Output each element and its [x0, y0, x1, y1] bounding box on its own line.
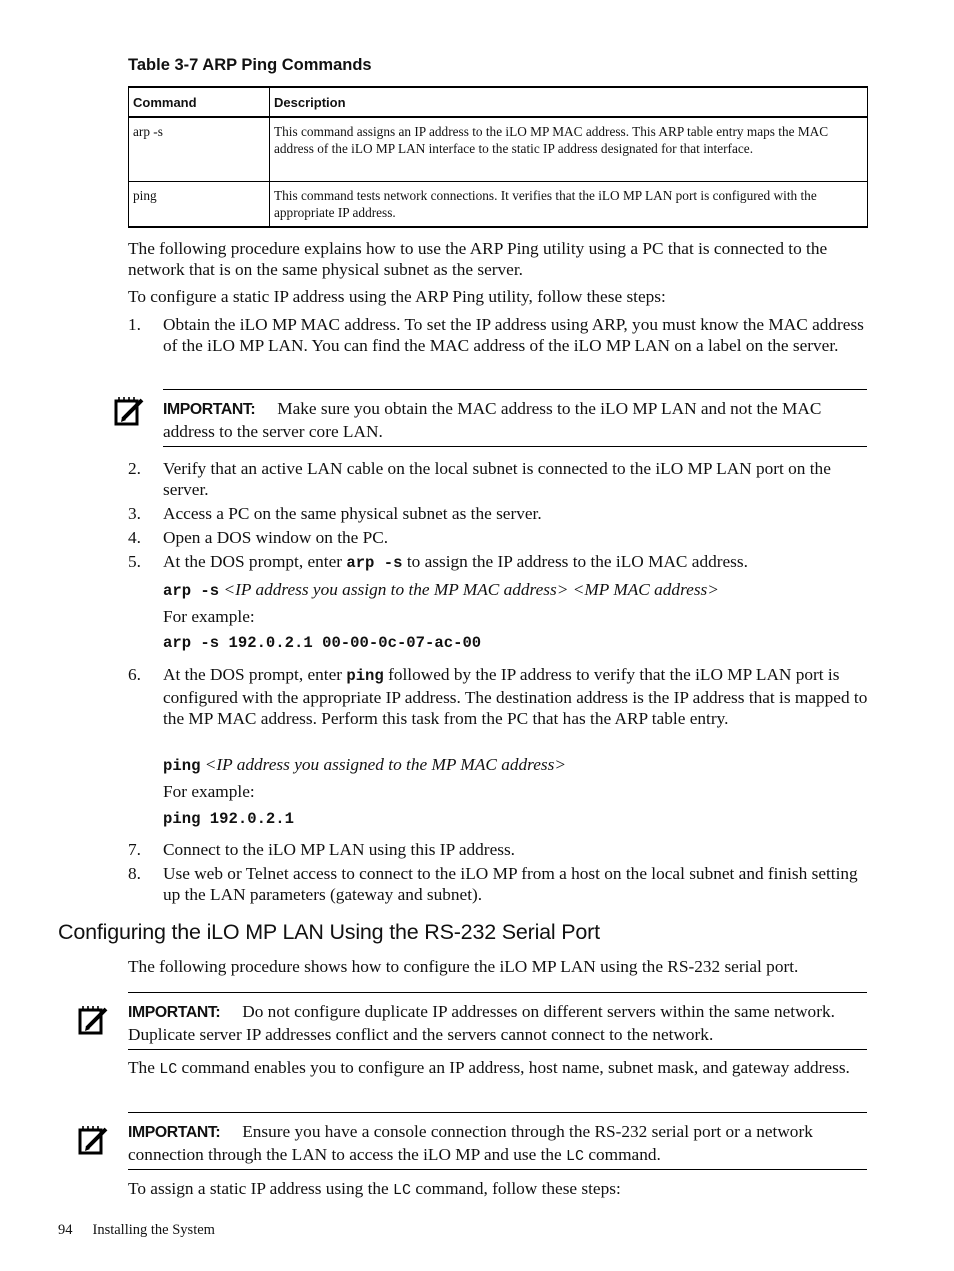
step-text: Access a PC on the same physical subnet as the server.	[163, 504, 542, 523]
assign-paragraph	[128, 1178, 870, 1201]
step-number: 1.	[128, 315, 141, 334]
table-row	[129, 181, 868, 227]
note-text: Do not configure duplicate IP addresses on different servers within the same network. Duplicate server IP addresses conflict and the servers cannot connect to the network.	[128, 1002, 835, 1044]
important-label: IMPORTANT:	[128, 1124, 221, 1141]
syntax-command: arp -s	[163, 582, 220, 600]
description-cell: This command tests network connections. It verifies that the iLO MP LAN port is configured with the appropriate IP address.	[270, 181, 868, 227]
intro-paragraph: The following procedure explains how to use the ARP Ping utility using a PC that is connected to the network that is on the same physical subnet as the server.	[128, 239, 828, 279]
important-note	[128, 1001, 870, 1046]
note-text: Ensure you have a console connection through the RS-232 serial port or a network connection through the LAN to access the iLO MP and use the	[128, 1122, 813, 1164]
note-text: command.	[584, 1145, 661, 1164]
text-part: command enables you to configure an IP address, host name, subnet mask, and gateway address.	[177, 1058, 850, 1077]
text-part: To assign a static IP address using the	[128, 1179, 394, 1198]
text-part: command, follow these steps:	[411, 1179, 621, 1198]
arp-commands-table	[128, 86, 868, 228]
important-note-icon	[114, 395, 146, 427]
step-text-part: followed by the IP address to verify that the iLO MP LAN port is configured with the appropriate IP address. The destination address is the IP address that is mapped to the MP MAC address. Perform this task from the PC that has the ARP table entry.	[163, 665, 868, 728]
inline-code: LC	[393, 1182, 412, 1199]
step-text: Open a DOS window on the PC.	[163, 528, 389, 547]
note-top-rule	[163, 389, 867, 390]
step-text: Connect to the iLO MP LAN using this IP address.	[163, 840, 516, 859]
syntax-arguments: <IP address you assigned to the MP MAC address>	[204, 755, 567, 774]
important-note-icon	[78, 1124, 110, 1156]
note-bottom-rule	[163, 446, 867, 447]
description-cell: This command assigns an IP address to the iLO MP MAC address. This ARP table entry maps the MAC address of the iLO MP LAN interface to the static IP address designated for that interface.	[270, 117, 868, 181]
command-cell: arp -s	[129, 117, 270, 181]
lc-paragraph	[128, 1057, 870, 1080]
note-bottom-rule	[128, 1049, 867, 1050]
step-text-part: At the DOS prompt, enter	[163, 552, 347, 571]
note-top-rule	[128, 1112, 867, 1113]
important-label: IMPORTANT:	[163, 401, 256, 418]
intro-paragraph-2: To configure a static IP address using the ARP Ping utility, follow these steps:	[128, 287, 666, 306]
table-title: Table 3-7 ARP Ping Commands	[128, 56, 372, 74]
table-header-row	[129, 87, 868, 117]
step-text	[163, 664, 869, 729]
step-number: 3.	[128, 504, 141, 523]
step-text	[163, 551, 869, 574]
inline-code: LC	[566, 1148, 585, 1165]
step-number: 7.	[128, 840, 141, 859]
important-note	[163, 398, 869, 443]
page-number: 94	[58, 1222, 73, 1238]
inline-command: arp -s	[346, 554, 403, 572]
step-text: Verify that an active LAN cable on the local subnet is connected to the iLO MP LAN port on the server.	[163, 459, 831, 499]
code-example: ping 192.0.2.1	[163, 810, 295, 828]
command-syntax	[163, 579, 719, 602]
syntax-arguments: <IP address you assign to the MP MAC address> <MP MAC address>	[223, 580, 719, 599]
command-cell: ping	[129, 181, 270, 227]
note-text: Make sure you obtain the MAC address to the iLO MP LAN and not the MAC address to the server core LAN.	[163, 399, 822, 441]
inline-command: ping	[346, 667, 384, 685]
column-header-description: Description	[270, 87, 868, 117]
step-number: 2.	[128, 459, 141, 478]
chapter-title: Installing the System	[92, 1222, 215, 1238]
table-row	[129, 117, 868, 181]
column-header-command: Command	[129, 87, 270, 117]
text-part: The	[128, 1058, 160, 1077]
step-number: 4.	[128, 528, 141, 547]
important-note	[128, 1121, 870, 1168]
example-label: For example:	[163, 782, 255, 801]
note-top-rule	[128, 992, 867, 993]
step-text-part: At the DOS prompt, enter	[163, 665, 347, 684]
step-number: 6.	[128, 665, 141, 684]
syntax-command: ping	[163, 757, 201, 775]
step-text-part: to assign the IP address to the iLO MAC address.	[402, 552, 748, 571]
section-heading: Configuring the iLO MP LAN Using the RS-232 Serial Port	[58, 920, 600, 944]
note-bottom-rule	[128, 1169, 867, 1170]
code-example: arp -s 192.0.2.1 00-00-0c-07-ac-00	[163, 634, 482, 652]
step-text: Use web or Telnet access to connect to the iLO MP from a host on the local subnet and finish setting up the LAN parameters (gateway and subnet).	[163, 864, 858, 904]
step-number: 5.	[128, 552, 141, 571]
inline-code: LC	[159, 1061, 178, 1078]
step-number: 8.	[128, 864, 141, 883]
page-footer	[58, 1222, 215, 1239]
important-label: IMPORTANT:	[128, 1004, 221, 1021]
important-note-icon	[78, 1004, 110, 1036]
step-text: Obtain the iLO MP MAC address. To set the IP address using ARP, you must know the MAC address of the iLO MP LAN. You can find the MAC address of the iLO MP LAN on a label on the server.	[163, 315, 864, 355]
example-label: For example:	[163, 607, 255, 626]
section-intro: The following procedure shows how to configure the iLO MP LAN using the RS-232 serial port.	[128, 957, 799, 976]
command-syntax	[163, 754, 566, 777]
